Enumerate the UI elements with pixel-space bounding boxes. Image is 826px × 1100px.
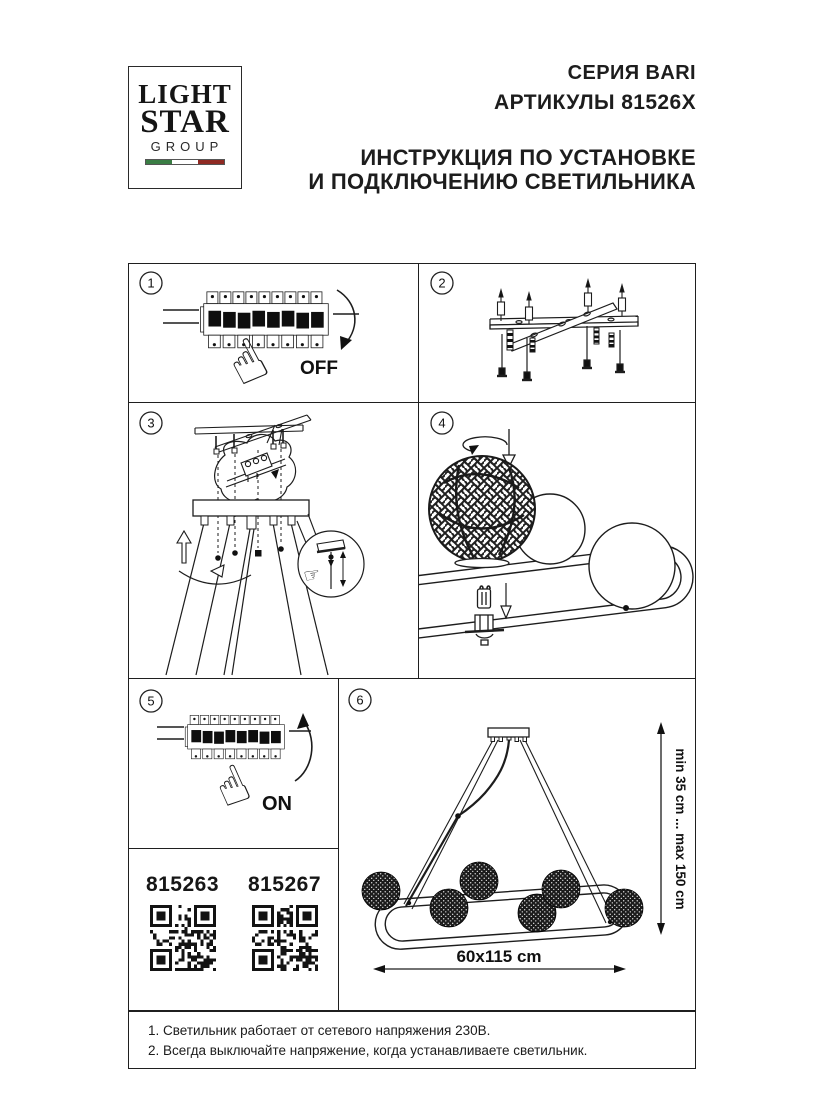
glass-sphere-front [589,523,675,609]
switch-down-arrow [337,290,355,344]
ceiling-plate [488,728,529,742]
step-1-panel [128,263,419,403]
screws [497,326,625,380]
article-codes-panel [128,848,339,1011]
footnote-1: 1. Светильник работает от сетевого напряжения 230В. [148,1023,491,1038]
woven-shade [429,456,535,568]
instruction-title [308,146,696,194]
power-on-illustration [129,679,337,847]
off-label: OFF [300,358,338,379]
g9-bulb [478,586,491,608]
mounting-brackets-illustration [419,264,694,401]
step-4-panel [418,402,696,679]
step-2-panel [418,263,696,403]
step-3-panel [128,402,419,679]
step-number-badge [140,272,162,294]
power-off-illustration [129,264,417,401]
articles-title: АРТИКУЛЫ 81526X [494,91,696,114]
step-number-badge [431,272,453,294]
shade-and-bulb-illustration [419,403,694,677]
footnotes [128,1011,696,1069]
logo-word-star: STAR [140,104,230,140]
instruction-title-line2: И ПОДКЛЮЧЕНИЮ СВЕТИЛЬНИКА [308,169,696,194]
pinching-hand-icon: ☞ [301,562,323,588]
step-number-badge [431,412,453,434]
step-number-badge [349,689,371,711]
logo-word-light: LIGHT [138,79,232,109]
svg-text:6: 6 [356,692,364,708]
article-code: 815267 [247,873,322,896]
height-dimension-label: min 35 cm ... max 150 cm [673,748,688,910]
step-number-badge [140,690,162,712]
footnote-2: 2. Всегда выключайте напряжение, когда устанавливаете светильник. [148,1043,588,1058]
svg-text:1: 1 [147,275,155,291]
italian-flag-bar [145,159,225,165]
series-title: СЕРИЯ BARI [567,62,696,84]
canopy [193,500,309,529]
lightstar-logo [128,66,242,189]
circuit-breaker [185,715,284,758]
pointing-hand-icon: ☝ [215,323,279,401]
ceiling-rails [195,415,311,452]
article-815267 [240,873,330,971]
document-header [308,62,696,194]
on-label: ON [262,793,292,815]
logo-word-group: GROUP [150,139,224,154]
step-5-panel [128,678,339,849]
height-dimension [657,722,688,935]
step-number-badge [140,412,162,434]
width-dimension [373,947,626,973]
qr-code [150,905,216,971]
svg-text:3: 3 [147,415,155,431]
pointing-hand-icon: ☝ [205,753,260,821]
canopy-mounting-illustration [129,403,417,677]
cable-lock-inset [297,514,364,597]
lift-arrow [177,531,251,584]
width-dimension-label: 60x115 cm [456,947,542,966]
svg-text:2: 2 [438,275,446,291]
switch-up-arrow [295,723,312,781]
chandelier-dimensions-illustration [339,679,694,1009]
svg-text:4: 4 [438,415,446,431]
article-815263 [138,873,228,971]
qr-code [252,905,318,971]
instruction-title-line1: ИНСТРУКЦИЯ ПО УСТАНОВКЕ [360,145,696,170]
step-6-panel [338,678,696,1011]
svg-text:5: 5 [147,693,155,709]
article-code: 815263 [145,873,220,896]
rattan-balls [362,862,643,932]
